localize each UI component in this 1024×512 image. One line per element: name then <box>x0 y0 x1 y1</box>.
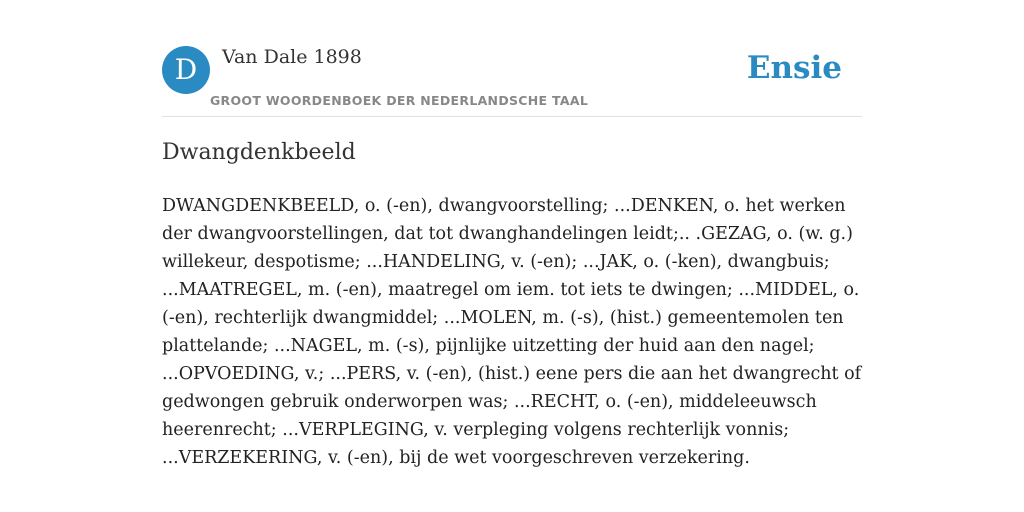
entry-definition: DWANGDENKBEELD, o. (-en), dwangvoorstelling; ...DENKEN, o. het werken der dwangvoorstellingen, dat tot dwanghandelingen leidt;.. .GEZAG, o. (w. g.) willekeur, despotisme; ...HANDELING, v. (-en); ...JAK, o. (-ken), dwangbuis; ...MAATREGEL, m. (-en), maatregel om iem. tot iets te dwingen; ...MIDDEL, o. (-en), rechterlijk dwangmiddel; ...MOLEN, m. (-s), (hist.) gemeentemolen ten plattelande; ...NAGEL, m. (-s), pijnlijke uitzetting der huid aan den nagel; ...OPVOEDING, v.; ...PERS, v. (-en), (hist.) eene pers die aan het dwangrecht of gedwongen gebruik onderworpen was; ...RECHT, o. (-en), middeleeuwsch heerenrecht; ...VERPLEGING, v. verpleging volgens rechterlijk vonnis; ...VERZEKERING, v. (-en), bij de wet voorgeschreven verzekering. <box>162 196 862 468</box>
brand-logo[interactable]: Ensie <box>746 50 842 86</box>
dictionary-title[interactable]: Van Dale 1898 <box>222 46 362 68</box>
entry-title: Dwangdenkbeeld <box>162 140 356 165</box>
page-header <box>162 46 862 117</box>
dictionary-avatar[interactable]: D <box>162 46 210 94</box>
dictionary-subtitle: GROOT WOORDENBOEK DER NEDERLANDSCHE TAAL <box>210 93 589 108</box>
